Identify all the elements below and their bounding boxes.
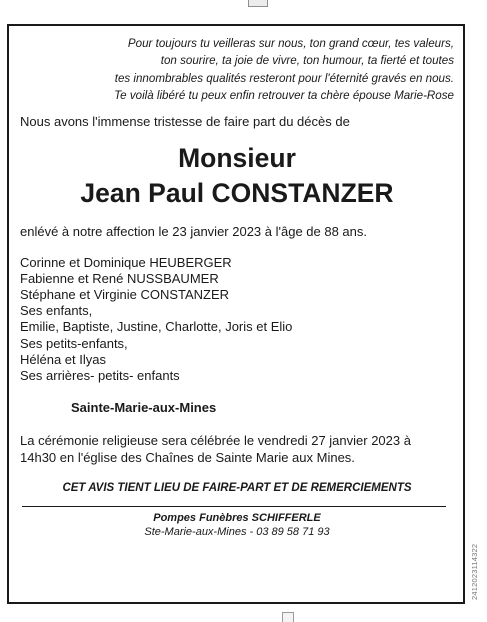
poem-line: Pour toujours tu veilleras sur nous, ton grand cœur, tes valeurs, xyxy=(127,37,454,50)
family-line: Héléna et Ilyas xyxy=(20,351,106,367)
notice-statement: CET AVIS TIENT LIEU DE FAIRE-PART ET DE REMERCIEMENTS xyxy=(62,482,412,495)
family-line: Emilie, Baptiste, Justine, Charlotte, Joris et Elio xyxy=(20,319,293,335)
ceremony-line: La cérémonie religieuse sera célébrée le vendredi 27 janvier 2023 à xyxy=(20,433,411,449)
announcement-intro: Nous avons l'immense tristesse de faire part du décès de xyxy=(20,113,350,129)
poem-line: ton sourire, ta joie de vivre, ton humour, ta fierté et toutes xyxy=(160,54,454,68)
obituary-notice xyxy=(7,24,465,604)
town-name: Sainte-Marie-aux-Mines xyxy=(71,400,217,416)
family-line: Fabienne et René NUSSBAUMER xyxy=(20,270,219,286)
funeral-home-contact: Ste-Marie-aux-Mines - 03 89 58 71 93 xyxy=(144,525,330,538)
family-line: Ses enfants, xyxy=(20,303,93,319)
deceased-title: Monsieur xyxy=(178,142,296,173)
poem-line: Te voilà libéré tu peux enfin retrouver ta chère épouse Marie-Rose xyxy=(114,89,454,103)
funeral-home-name: Pompes Funèbres SCHIFFERLE xyxy=(153,512,321,525)
family-line: Corinne et Dominique HEUBERGER xyxy=(20,254,232,270)
tribute-poem xyxy=(20,35,454,105)
family-list xyxy=(20,255,454,385)
family-line: Ses arrières- petits- enfants xyxy=(20,368,180,384)
family-line: Ses petits-enfants, xyxy=(20,335,128,351)
ceremony-line: 14h30 en l'église des Chaînes de Sainte Marie aux Mines. xyxy=(20,450,355,466)
reference-code: 2412023114322 xyxy=(470,543,479,600)
divider xyxy=(22,506,446,507)
funeral-home xyxy=(20,512,454,539)
family-line: Stéphane et Virginie CONSTANZER xyxy=(20,287,230,303)
death-statement: enlévé à notre affection le 23 janvier 2023 à l'âge de 88 ans. xyxy=(20,223,367,239)
poem-line: tes innombrables qualités resteront pour l'éternité gravés en nous. xyxy=(114,71,454,85)
ceremony-details xyxy=(20,432,454,466)
deceased-name-block xyxy=(20,141,454,211)
deceased-name: Jean Paul CONSTANZER xyxy=(80,177,394,208)
page-fragment-top xyxy=(248,0,268,7)
